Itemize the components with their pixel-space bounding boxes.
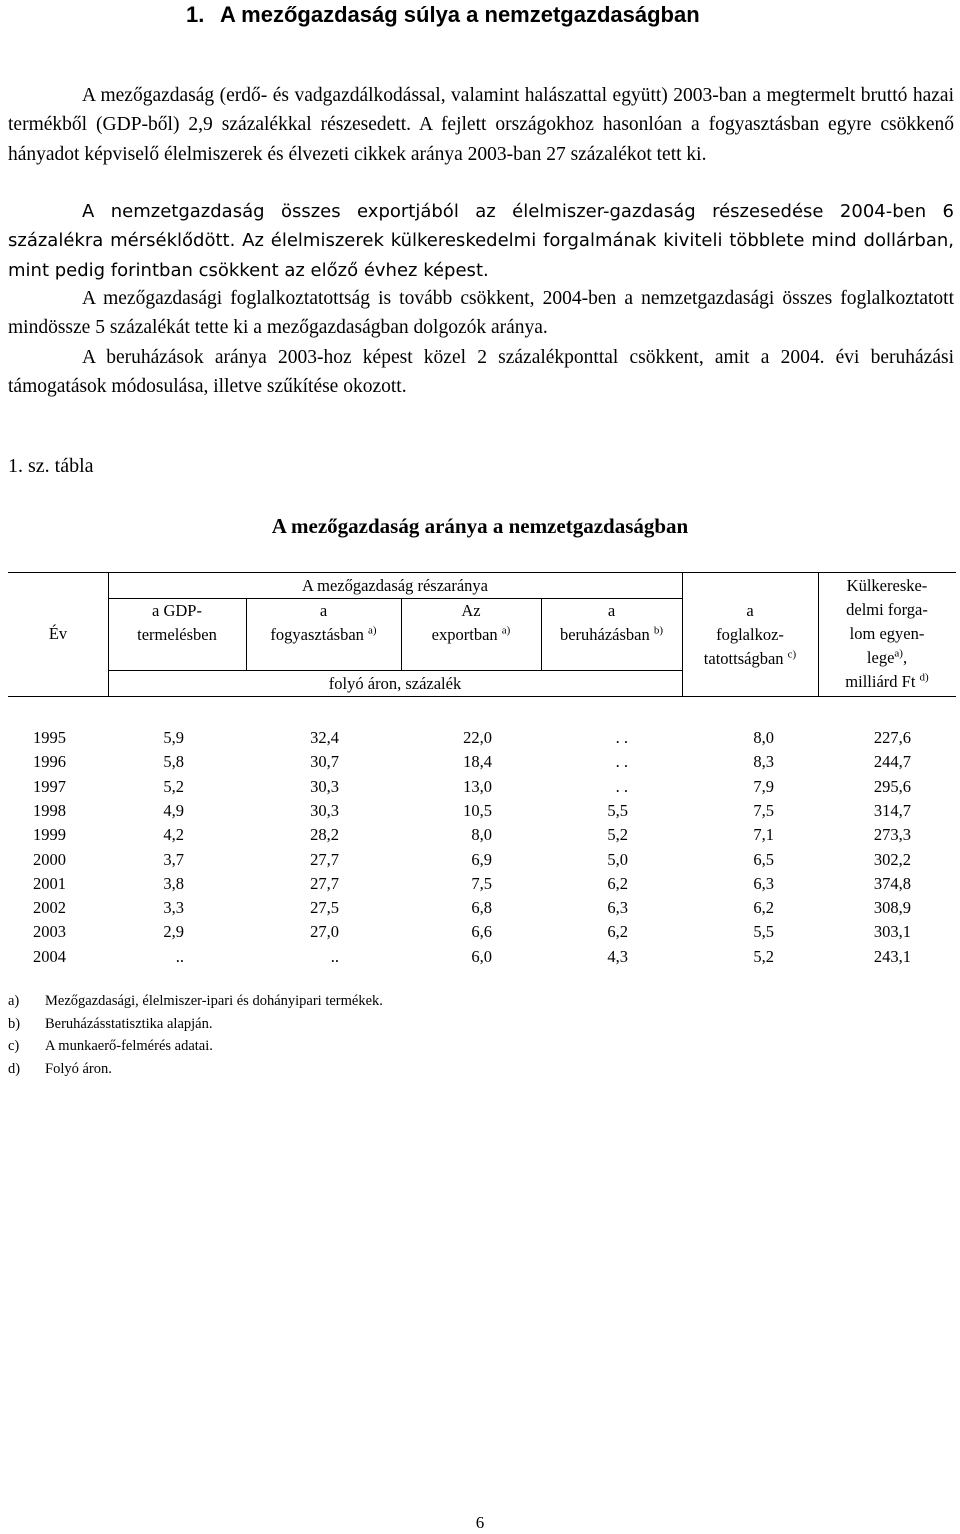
row-value: 303,1 bbox=[873, 922, 911, 942]
table-label: 1. sz. tábla bbox=[8, 455, 94, 477]
row-year: 1997 bbox=[33, 776, 66, 796]
row-year: 2001 bbox=[33, 873, 66, 893]
row-value: 302,2 bbox=[873, 849, 911, 869]
header-kulker-line2: delmi forga- bbox=[846, 600, 928, 619]
table-header-bottom-rule bbox=[8, 696, 956, 697]
table-row bbox=[8, 920, 956, 944]
row-value: 3,3 bbox=[163, 898, 184, 918]
row-value: 8,0 bbox=[753, 728, 774, 747]
row-value: 6,2 bbox=[607, 922, 628, 942]
row-value: 27,7 bbox=[310, 873, 339, 893]
row-value: 18,4 bbox=[463, 752, 492, 772]
row-value: . . bbox=[615, 728, 628, 747]
header-export-line1: Az bbox=[461, 601, 481, 620]
section-title bbox=[186, 2, 700, 28]
table-row bbox=[8, 848, 956, 872]
row-value: 5,5 bbox=[753, 922, 774, 942]
row-value: 6,3 bbox=[753, 873, 774, 893]
table-row bbox=[8, 896, 956, 920]
header-kulker-comma: , bbox=[902, 648, 908, 667]
footnotes bbox=[8, 990, 383, 1080]
row-value: 6,9 bbox=[471, 849, 492, 869]
footnote-ref-d: d) bbox=[919, 671, 929, 684]
header-foglalkoztatottsag bbox=[682, 599, 818, 671]
row-value: 13,0 bbox=[463, 776, 492, 796]
header-gdp bbox=[108, 599, 246, 647]
footnote-ref-a: a) bbox=[894, 647, 903, 660]
row-value: .. bbox=[330, 946, 339, 966]
row-value: 4,9 bbox=[163, 800, 184, 820]
footnote-ref-a: a) bbox=[501, 624, 511, 637]
row-value: 27,0 bbox=[310, 922, 339, 942]
header-unit: folyó áron, százalék bbox=[328, 674, 462, 693]
header-beruhazas-line1: a bbox=[607, 601, 616, 620]
row-value: 27,7 bbox=[310, 849, 339, 869]
row-value: 2,9 bbox=[163, 922, 184, 942]
row-year: 2004 bbox=[33, 946, 66, 966]
header-foglalkoztatottsag-line1: a bbox=[746, 601, 754, 620]
table-row bbox=[8, 872, 956, 896]
section-number: 1. bbox=[186, 2, 205, 27]
header-fogyasztas bbox=[246, 599, 401, 647]
header-kulker-line3: lom egyen- bbox=[849, 624, 925, 643]
header-export-line2: exportban bbox=[431, 625, 498, 644]
row-value: 374,8 bbox=[873, 873, 911, 893]
row-value: 308,9 bbox=[873, 898, 911, 918]
footnote-a bbox=[8, 990, 383, 1013]
row-value: .. bbox=[175, 946, 184, 966]
row-value: 6,3 bbox=[607, 898, 628, 918]
header-kulker bbox=[818, 574, 956, 694]
row-value: 243,1 bbox=[873, 946, 911, 966]
header-kulker-line1: Külkereske- bbox=[846, 576, 928, 595]
row-year: 1995 bbox=[33, 728, 66, 747]
header-group: A mezőgazdaság részaránya bbox=[302, 576, 488, 595]
row-value: 244,7 bbox=[873, 752, 911, 772]
table-top-rule bbox=[8, 572, 956, 573]
row-value: 273,3 bbox=[873, 825, 911, 845]
footnote-ref-a: a) bbox=[368, 624, 377, 637]
footnote-text: A munkaerő-felmérés adatai. bbox=[45, 1038, 213, 1054]
table-row bbox=[8, 945, 956, 969]
row-value: 30,3 bbox=[310, 776, 339, 796]
row-value: 30,3 bbox=[310, 800, 339, 820]
header-kulker-line5: milliárd Ft bbox=[845, 672, 916, 691]
row-value: 227,6 bbox=[873, 728, 911, 747]
header-export bbox=[401, 599, 541, 647]
row-value: 6,2 bbox=[607, 873, 628, 893]
row-value: 6,0 bbox=[471, 946, 492, 966]
row-value: 28,2 bbox=[310, 825, 339, 845]
row-value: 4,3 bbox=[607, 946, 628, 966]
section-title-text: A mezőgazdaság súlya a nemzetgazdaságban bbox=[220, 2, 700, 27]
row-value: 5,0 bbox=[607, 849, 628, 869]
row-year: 2003 bbox=[33, 922, 66, 942]
paragraph-investment: A beruházások aránya 2003-hoz képest közel 2 százalékponttal csökkent, amit a 2004. évi beruházási támogatások módosulása, illetve szűkítése okozott. bbox=[8, 347, 954, 398]
row-value: 7,5 bbox=[753, 800, 774, 820]
row-value: 8,3 bbox=[753, 752, 774, 772]
footnote-ref-c: c) bbox=[787, 648, 797, 661]
paragraph-trade-balance: Az élelmiszerek külkereskedelmi forgalmának kiviteli többlete mind dollárban, mint pedig forintban csökkent az előző évhez képest. bbox=[8, 230, 954, 281]
header-gdp-line1: a GDP- bbox=[152, 601, 202, 620]
table-row bbox=[8, 750, 956, 774]
row-value: 27,5 bbox=[310, 898, 339, 918]
table-row bbox=[8, 823, 956, 847]
paragraph-export-sentence: A nemzetgazdaság összes exportjából az élelmiszer-gazdaság részesedése 2004-ben 6 százalékra mérséklődött. bbox=[8, 201, 954, 252]
footnote-ref-b: b) bbox=[653, 624, 664, 637]
row-value: 314,7 bbox=[873, 800, 911, 820]
row-value: 3,8 bbox=[163, 873, 184, 893]
header-fogyasztas-line1: a bbox=[319, 601, 328, 620]
row-value: 5,2 bbox=[753, 946, 774, 966]
paragraph-employment: A mezőgazdasági foglalkoztatottság is tovább csökkent, 2004-ben a nemzetgazdasági összes foglalkoztatott mindössze 5 százalékát tette ki a mezőgazdaságban dolgozók aránya. bbox=[8, 288, 954, 339]
row-value: 295,6 bbox=[873, 776, 911, 796]
row-value: 6,2 bbox=[753, 898, 774, 918]
row-value: 5,5 bbox=[607, 800, 628, 820]
table-row bbox=[8, 799, 956, 823]
footnote-mark: c) bbox=[8, 1038, 20, 1054]
header-ev: Év bbox=[48, 624, 68, 643]
row-value: 5,2 bbox=[163, 776, 184, 796]
header-foglalkoztatottsag-line2: foglalkoz- bbox=[716, 625, 784, 644]
footnote-d bbox=[8, 1058, 383, 1081]
footnote-text: Folyó áron. bbox=[45, 1060, 112, 1077]
row-value: 30,7 bbox=[310, 752, 339, 772]
row-year: 1998 bbox=[33, 800, 66, 820]
row-value: 5,8 bbox=[163, 752, 184, 772]
footnote-c bbox=[8, 1035, 383, 1058]
row-value: 4,2 bbox=[163, 825, 184, 845]
row-value: 32,4 bbox=[310, 728, 339, 747]
table-title: A mezőgazdaság aránya a nemzetgazdaságban bbox=[271, 514, 689, 538]
row-value: 22,0 bbox=[463, 728, 492, 747]
paragraph-gdp-share: A mezőgazdaság (erdő- és vadgazdálkodással, valamint halászattal együtt) 2003-ban a megtermelt bruttó hazai termékből (GDP-ből) 2,9 százalékkal részesedett. A fejlett országokhoz hasonlóan a fogyasztásban egyre csökkenő hányadot képviselő élelmiszerek és élvezeti cikkek aránya 2003-ban 27 százalékot tett ki. bbox=[8, 85, 954, 165]
row-value: 5,9 bbox=[163, 728, 184, 747]
row-value: 3,7 bbox=[163, 849, 184, 869]
header-beruhazas bbox=[541, 599, 682, 647]
row-value: 8,0 bbox=[471, 825, 492, 845]
paragraph-export-share bbox=[8, 197, 954, 285]
header-fogyasztas-line2: fogyasztásban bbox=[270, 625, 364, 644]
row-value: 7,9 bbox=[753, 776, 774, 796]
row-value: 7,5 bbox=[471, 873, 492, 893]
subcolumn-bottom-rule bbox=[108, 670, 682, 671]
row-year: 2000 bbox=[33, 849, 66, 869]
table-row bbox=[8, 726, 956, 750]
footnote-mark: a) bbox=[8, 993, 20, 1009]
header-kulker-line4: lege bbox=[866, 648, 895, 667]
row-value: 7,1 bbox=[753, 825, 774, 845]
row-year: 1996 bbox=[33, 752, 66, 772]
row-value: 6,8 bbox=[471, 898, 492, 918]
row-year: 1999 bbox=[33, 825, 66, 845]
page-number: 6 bbox=[475, 1513, 485, 1532]
table-row bbox=[8, 775, 956, 799]
row-year: 2002 bbox=[33, 898, 66, 918]
row-value: 5,2 bbox=[607, 825, 628, 845]
row-value: 10,5 bbox=[463, 800, 492, 820]
row-value: 6,5 bbox=[753, 849, 774, 869]
footnote-mark: b) bbox=[8, 1015, 21, 1032]
header-beruhazas-line2: beruházásban bbox=[559, 625, 650, 644]
row-value: 6,6 bbox=[471, 922, 492, 942]
footnote-text: Mezőgazdasági, élelmiszer-ipari és dohányipari termékek. bbox=[45, 993, 383, 1009]
row-value: . . bbox=[615, 752, 628, 772]
footnote-text: Beruházásstatisztika alapján. bbox=[45, 1015, 213, 1032]
header-gdp-line2: termelésben bbox=[137, 625, 217, 644]
row-value: . . bbox=[615, 776, 628, 796]
footnote-b bbox=[8, 1013, 383, 1036]
footnote-mark: d) bbox=[8, 1060, 21, 1077]
header-foglalkoztatottsag-line3: tatottságban bbox=[703, 649, 784, 668]
